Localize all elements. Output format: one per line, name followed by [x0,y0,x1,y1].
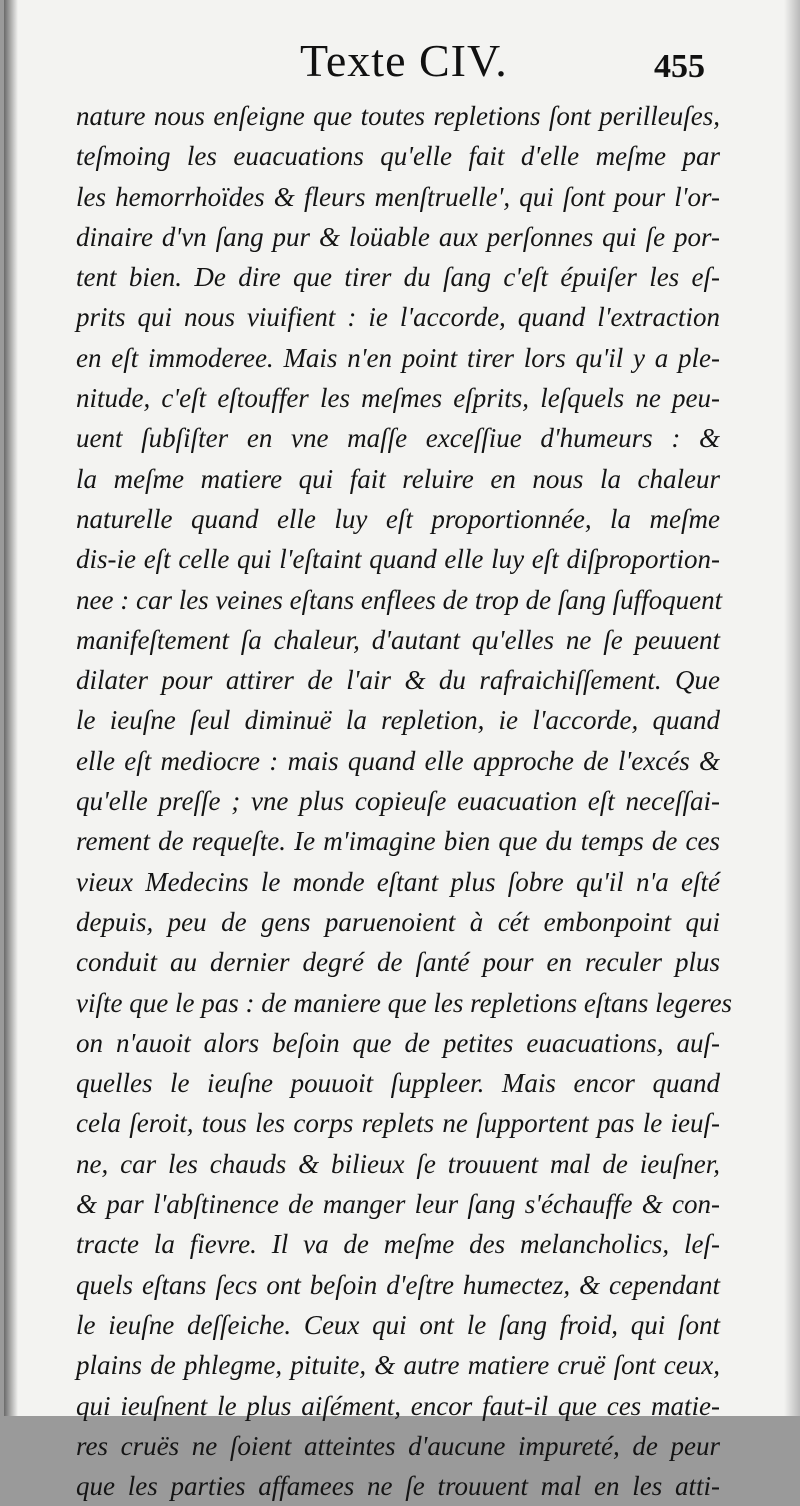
text-line: la meſme matiere qui fait reluire en nous la chaleur [76,463,720,494]
text-line: naturelle quand elle luy eſt proportionnée, la meſme [76,503,720,534]
text-line: nitude, c'eſt eſtouffer les meſmes eſprits, leſquels ne peu- [76,383,720,414]
text-line: ne, car les chauds & bilieux ſe trouuent mal de ieuſner, [76,1148,720,1179]
text-line: qu'elle preſſe ; vne plus copieuſe euacuation eſt neceſſai- [76,786,720,817]
page-header [4,34,800,94]
text-line: tracte la fievre. Il va de meſme des melancholics, leſ- [76,1229,720,1260]
text-line: le ieuſne ſeul diminuë la repletion, ie l'accorde, quand [76,705,720,736]
text-line: viſte que le pas : de maniere que les repletions eſtans legeres [76,987,733,1018]
text-line: depuis, peu de gens paruenoient à cét embonpoint qui [76,906,720,937]
page-number: 455 [654,48,705,85]
text-line: quelles le ieuſne pouuoit ſuppleer. Mais encor quand [76,1068,720,1099]
text-line: vieux Medecins le monde eſtant plus ſobre qu'il n'a eſté [76,866,720,897]
text-line: teſmoing les euacuations qu'elle fait d'elle meſme par [76,141,720,172]
text-line: les hemorrhoïdes & fleurs menſtruelle', qui ſont pour l'or- [76,181,720,212]
text-line: prits qui nous viuifient : ie l'accorde, quand l'extraction [76,302,720,333]
book-page [4,0,800,1502]
text-line: que les parties affamees ne ſe trouuent mal en les atti- [76,1471,720,1502]
text-line: dilater pour attirer de l'air & du rafraichiſſement. Que [76,665,720,696]
text-line: rement de requeſte. Ie m'imagine bien que du temps de ces [76,826,720,857]
page-gutter-shadow [4,0,18,1416]
text-line: & par l'abſtinence de manger leur ſang s'échauffe & con- [76,1189,720,1220]
page-edge-shadow [784,0,800,1416]
text-line: manifeſtement ſa chaleur, d'autant qu'elles ne ſe peuuent [76,624,720,655]
text-line: qui ieuſnent le plus aiſément, encor faut-il que ces matie- [76,1390,720,1421]
running-title: Texte CIV. [300,35,508,86]
text-line: plains de phlegme, pituite, & autre matiere cruë ſont ceux, [76,1350,720,1381]
text-line: nature nous enſeigne que toutes repletions ſont perilleuſes, [76,101,720,131]
text-line: dinaire d'vn ſang pur & loüable aux perſonnes qui ſe por- [76,221,720,252]
text-line: on n'auoit alors beſoin que de petites euacuations, auſ- [76,1027,720,1058]
text-line: res cruës ne ſoient atteintes d'aucune impureté, de peur [76,1430,720,1461]
text-line: conduit au dernier degré de ſanté pour en reculer plus [76,947,720,978]
text-line: tent bien. De dire que tirer du ſang c'eſt épuiſer les eſ- [76,262,720,293]
text-line: le ieuſne deſſeiche. Ceux qui ont le ſang froid, qui ſont [76,1309,720,1340]
body-text [76,96,733,1506]
text-line: en eſt immoderee. Mais n'en point tirer lors qu'il y a ple- [76,342,720,373]
text-line: nee : car les veines eſtans enflees de trop de ſang ſuffoquent [76,584,723,615]
text-line: quels eſtans ſecs ont beſoin d'eſtre humectez, & cependant [76,1269,720,1300]
text-line: uent ſubſiſter en vne maſſe exceſſiue d'humeurs : & [76,423,720,454]
text-line: elle eſt mediocre : mais quand elle approche de l'excés & [76,745,720,776]
text-line: cela ſeroit, tous les corps replets ne ſupportent pas le ieuſ- [76,1108,720,1139]
text-line: dis-ie eſt celle qui l'eſtaint quand elle luy eſt diſproportion- [76,544,720,575]
